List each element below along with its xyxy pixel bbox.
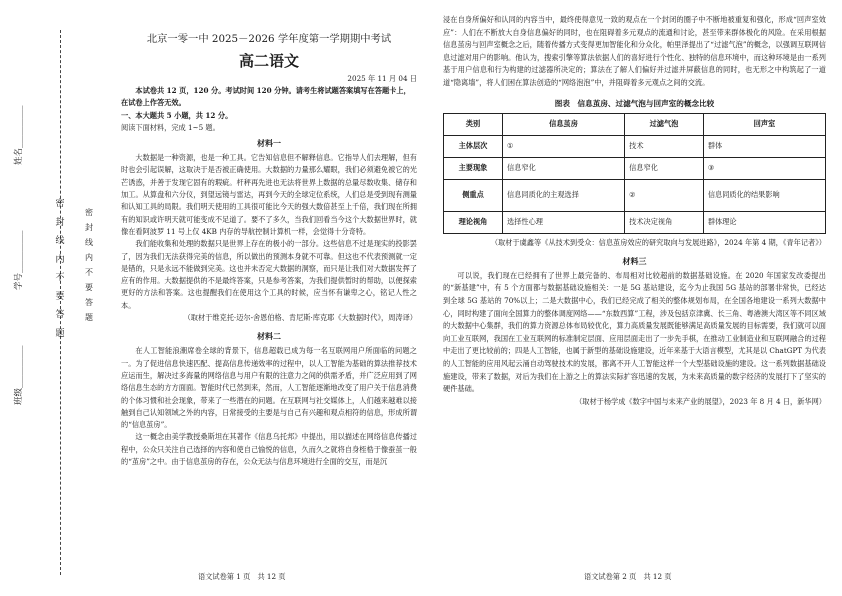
row-head: 主要现象	[444, 158, 503, 180]
table-row	[444, 212, 826, 234]
class-label: 班级__________	[14, 345, 24, 405]
seal-line-text-inner: 密 封 线 内 不 要 答 题	[85, 208, 93, 322]
exam-header: 北京一零一中 2025－2026 学年度第一学期期中考试	[146, 33, 392, 45]
table-cell: ②	[625, 180, 704, 212]
page-2-footer: 语文试卷第 2 页 共 12 页	[584, 572, 672, 581]
table-cell: 信息窄化	[625, 158, 704, 180]
binding-margin	[10, 20, 110, 580]
table-header-row	[444, 114, 826, 136]
table-title: 图表 信息茧房、过滤气泡与回声室的概念比较	[554, 98, 715, 108]
page-1-footer: 语文试卷第 1 页 共 12 页	[198, 572, 286, 581]
table-row	[444, 136, 826, 158]
material-1-source: （取材于维克托·迈尔-舍恩伯格、肯尼斯·库克耶《大数据时代》，周涛译）	[183, 313, 417, 323]
table-cell: 选择性心理	[503, 212, 625, 234]
table-cell: ①	[503, 136, 625, 158]
section-heading: 一、本大题共 5 小题，共 12 分。	[121, 110, 233, 120]
table-cell: 技术	[625, 136, 704, 158]
student-id-label: 学号__________	[14, 230, 24, 290]
material-3-title: 材料三	[622, 255, 647, 266]
table-row	[444, 180, 826, 212]
table-cell: 信息同质化的主观选择	[503, 180, 625, 212]
table-cell: 群体	[703, 136, 825, 158]
material-2-paragraph: 在人工智能浪潮席卷全球的背景下，信息超载已成为每一名互联网用户所面临的问题之一。为了促进信息快速匹配、提高信息传递效率的过程中，以人工智能为基础的算法推荐技术应运而生，解决过多海量的网络信息与用户有限的注意力之间的供需矛盾，并广泛应用到了网络信息生态的方方面面。智能时代已然到来，然而，人工智能逐渐地改变了用户关于信息消费的个体习惯和社会现象，带来了一些潜在的问题。在互联网与社交媒体上，人们越来越难以接触到自己认知领域之外的内容，日常接受的主要是与自己有兴趣和观点相符的信息，形成所谓的“信息茧房”。	[121, 346, 417, 430]
row-head: 侧重点	[444, 180, 503, 212]
row-head: 主体层次	[444, 136, 503, 158]
section-instruction: 阅读下面材料，完成 1~5 题。	[121, 122, 220, 132]
concept-comparison-table	[443, 113, 826, 234]
material-1-title: 材料一	[257, 138, 281, 149]
table-cell: 技术决定视角	[625, 212, 704, 234]
page-2-content	[443, 14, 826, 408]
table-source: （取材于虞鑫等《从技术到受众：信息茧房效应的研究取向与发展进路》，2024 年第 4 期，《青年记者》）	[490, 238, 826, 248]
material-3-paragraph: 可以说，我们现在已经拥有了世界上最完备的、布局相对比较超前的数据基础设施。在 2020 年国家发改委提出的“新基建”中，有 5 个方面都与数据基础设施相关：一是 5G 基站建设，迄今为止我国 5G 基站的部署非常快，已经达到全球 5G 基站的 70%以上；二是大数据中心，我们已经完成了相关的整体规划布局，在全国各地建设一系列大数据中心，同时构建了面向全国算力的整体调度网络——“东数西算”工程，涉及包括京津冀、长三角、粤港澳大湾区等不同区域的大数据中心集群，我们的算力资源总体布局较优化，算力高质量发展既能够满足高质量发展的目标需要，我们就可以面向工业互联网，我国在工业互联网的标准制定层面、应用层面走出了一步先手棋，在推动工业制造业和互联网融合的过程中走出了更比较前的；四是人工智能，也属于新型的基础设施建设，近年来基于大语言模型，尤其是以 ChatGPT 为代表的人工智能的应用风起云涌自动驾驶技术的发展，都离不开人工智能这样一个大型基础设施的建设。这一系列数据基础设施建设，带来了数据，对后为我们在上游之上的算法实际扩容迅速的发展，为未来高质量的数字经济的发展打下了坚实的硬件基础。	[443, 270, 826, 394]
table-cell: 信息同质化的结果影响	[703, 180, 825, 212]
table-header: 过滤气泡	[625, 114, 704, 136]
material-2-continued: 浸在自身所偏好和认同的内容当中，最终使得意见一致的观点在一个封闭的圈子中不断地被重复和强化，形成“回声室效应”：人们在不断放大自身信息偏好的同时，也在阻碍着多元观点的流通和讨论，甚至带来群体极化的风险。在采用根据信息茧房与回声室概念之后，随着传播方式变得更加智能化和分众化，帕里泽提出了“过滤气泡”的概念，以强调互联网信息过滤对用户的影响。他认为，搜索引擎等算法依据人们的喜好进行个性化、独特的信息环境中，而这种环境是由一系列基于用户信息和行为构建的过滤器所决定的；算法在了解人们偏好并过滤并屏蔽信息的同时，也无形之中构筑起了一道道“隐离墙”，将人们困在算法创造的“网络泡泡”中，并阻碍着多元观点之间的交流。	[443, 15, 826, 87]
material-2-title: 材料二	[257, 331, 281, 342]
material-2-paragraph: 这一概念由美学教授桑斯坦在其著作《信息乌托邦》中提出，用以描述在网络信息传播过程中，公众只关注自己选择的内容和使自己愉悦的信息，久而久之就将自身桎梏于像蚕茧一般的“茧房”之中。由于信息茧房的存在，公众无法与信息环境进行全面的交互，而是沉	[121, 432, 417, 467]
exam-date: 2025 年 11 月 04 日	[347, 74, 417, 83]
seal-line-text-outer: 密 封 线 内 不 要 答 题	[55, 199, 65, 339]
table-row	[444, 158, 826, 180]
material-3-source: （取材于杨学成《数字中国与未来产业的展望》，2023 年 8 月 4 日，新华网）	[575, 396, 826, 406]
table-cell: 信息窄化	[503, 158, 625, 180]
table-cell: 群体理论	[703, 212, 825, 234]
subject-title: 高二语文	[238, 52, 299, 70]
table-header: 信息茧房	[503, 114, 625, 136]
table-header: 类别	[444, 114, 503, 136]
name-label: 姓名__________	[14, 105, 24, 165]
material-1-paragraph: 大数据是一种资源，也是一种工具。它告知信息但不解释信息。它指导人们去理解，但有时也会引起误解，这取决于是否被正确使用。大数据的力量那么耀眼，我们必须避免被它的光芒诱惑，并善于发现它固有的瑕疵。杆秤再先进也无法将世界上数据的总量尽数收集、储存和加工。从算盘和六分仪，到望远镜与雷达，再到今天的全球定位系统，人们总是受到现有测量和认知工具的局限。我们明天使用的工具很可能比今天的强大数倍甚至上千倍，我们现在所拥有的知识或许明天就可能变成不足道了。要不了多久，当我们回看当今这个大数据世界时，就像在看阿波罗 11 号上仅 4KB 内存的导航控制计算机一样，会觉得十分奇特。	[121, 153, 417, 236]
row-head: 理论视角	[444, 212, 503, 234]
table-header: 回声室	[703, 114, 825, 136]
page-1-content	[121, 32, 417, 468]
material-1-paragraph: 我们能收集和处理的数据只是世界上存在的极小的一部分。这些信息不过是现实的投影罢了，因为我们无法获得完美的信息，所以做出的预测本身就不可靠。但这也不代表预测就一定是错的，只是永远不能做到完美。这也并未否定大数据的洞察，而只是让我们对大数据发挥了应有的作用。大数据提供的不是最终答案，只是参考答案，为我们提供暂时的帮助，以便探索更好的方法和答案。这也提醒我们在使用这个工具的时候，应当怀有谦卑之心，铭记人性之本。	[121, 239, 417, 310]
exam-notice: 本试卷共 12 页，120 分。考试时间 120 分钟。请考生将试题答案填写在答题卡上，在试卷上作答无效。	[121, 86, 411, 108]
table-cell: ③	[703, 158, 825, 180]
exam-page-2	[421, 0, 842, 596]
